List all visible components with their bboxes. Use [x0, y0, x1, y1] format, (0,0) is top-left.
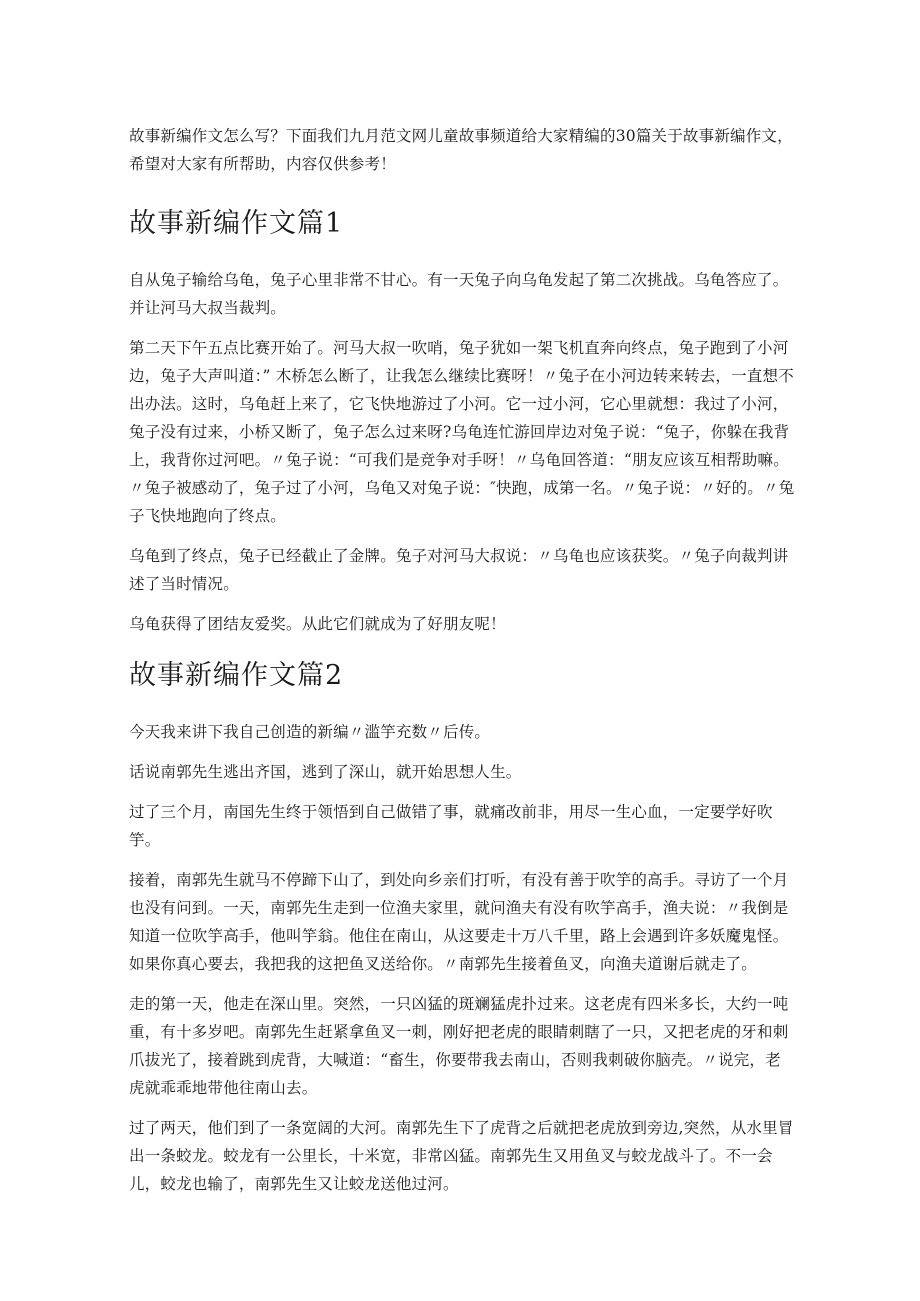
section-1-paragraph-2: 第二天下午五点比赛开始了。河马大叔一吹哨，兔子犹如一架飞机直奔向终点，兔子跑到了小河边，兔子大声叫道：” 木桥怎么断了，让我怎么继续比赛呀！〃兔子在小河边转来转去，一直想不出办法。这时，乌龟赶上来了，它飞快地游过了小河。它一过小河，它心里就想：我过了小河，兔子没有过来，小桥又断了，兔子怎么过来呀?乌龟连忙游回岸边对兔子说：“兔子，你躲在我背上，我背你过河吧。〃兔子说：“可我们是竞争对手呀！〃乌龟回答道：“朋友应该互相帮助嘛。〃兔子被感动了，兔子过了小河，乌龟又对兔子说：″快跑，成第一名。〃兔子说：〃好的。〃兔子飞快地跑向了终点。 — [129, 339, 795, 525]
document-page — [129, 122, 795, 1216]
section-2 — [129, 656, 795, 1198]
section-1-heading: 故事新编作文篇1 — [129, 208, 344, 239]
section-1 — [129, 204, 795, 638]
section-1-paragraph-1: 自从兔子输给乌龟，兔子心里非常不甘心。有一天兔子向乌龟发起了第二次挑战。乌龟答应了。并让河马大叔当裁判。 — [129, 271, 789, 317]
section-2-paragraph-5: 走的第一天，他走在深山里。突然，一只凶猛的斑斓猛虎扑过来。这老虎有四米多长，大约一吨重，有十多岁吧。南郭先生赶紧拿鱼叉一刺，刚好把老虎的眼睛刺瞎了一只，又把老虎的牙和刺爪拔光了，接着跳到虎背，大喊道：“畜生，你要带我去南山，否则我刺破你脑壳。〃说完，老虎就乖乖地带他往南山去。 — [129, 995, 789, 1097]
section-2-paragraph-6: 过了两天，他们到了一条宽阔的大河。南郭先生下了虎背之后就把老虎放到旁边,突然，从水里冒出一条蛟龙。蛟龙有一公里长，十米宽，非常凶猛。南郭先生又用鱼叉与蛟龙战斗了。不一会儿，蛟龙也输了，南郭先生又让蛟龙送他过河。 — [129, 1119, 794, 1193]
section-2-paragraph-4: 接着，南郭先生就马不停蹄下山了，到处向乡亲们打听，有没有善于吹竽的高手。寻访了一个月也没有问到。一天，南郭先生走到一位渔夫家里，就问渔夫有没有吹竽高手，渔夫说：〃我倒是知道一位吹竽高手，他叫竽翁。他住在南山，从这要走十万八千里，路上会遇到许多妖魔鬼怪。如果你真心要去，我把我的这把鱼叉送给你。〃南郭先生接着鱼叉，向渔夫道谢后就走了。 — [129, 871, 789, 973]
section-2-heading: 故事新编作文篇2 — [129, 660, 344, 691]
section-1-paragraph-3: 乌龟到了终点，兔子已经截止了金牌。兔子对河马大叔说：〃乌龟也应该获奖。〃兔子向裁判讲述了当时情况。 — [129, 547, 789, 593]
section-2-paragraph-2: 话说南郭先生逃出齐国，逃到了深山，就开始思想人生。 — [129, 763, 522, 781]
section-2-paragraph-3: 过了三个月，南国先生终于领悟到自己做错了事，就痛改前非，用尽一生心血，一定要学好吹竽。 — [129, 803, 773, 849]
section-2-paragraph-1: 今天我来讲下我自己创造的新编〃滥竽充数〃后传。 — [129, 723, 491, 741]
section-1-paragraph-4: 乌龟获得了团结友爱奖。从此它们就成为了好朋友呢！ — [129, 615, 506, 633]
intro-paragraph: 故事新编作文怎么写？下面我们九月范文网儿童故事频道给大家精编的30篇关于故事新编作文，希望对大家有所帮助，内容仅供参考！ — [129, 127, 793, 173]
